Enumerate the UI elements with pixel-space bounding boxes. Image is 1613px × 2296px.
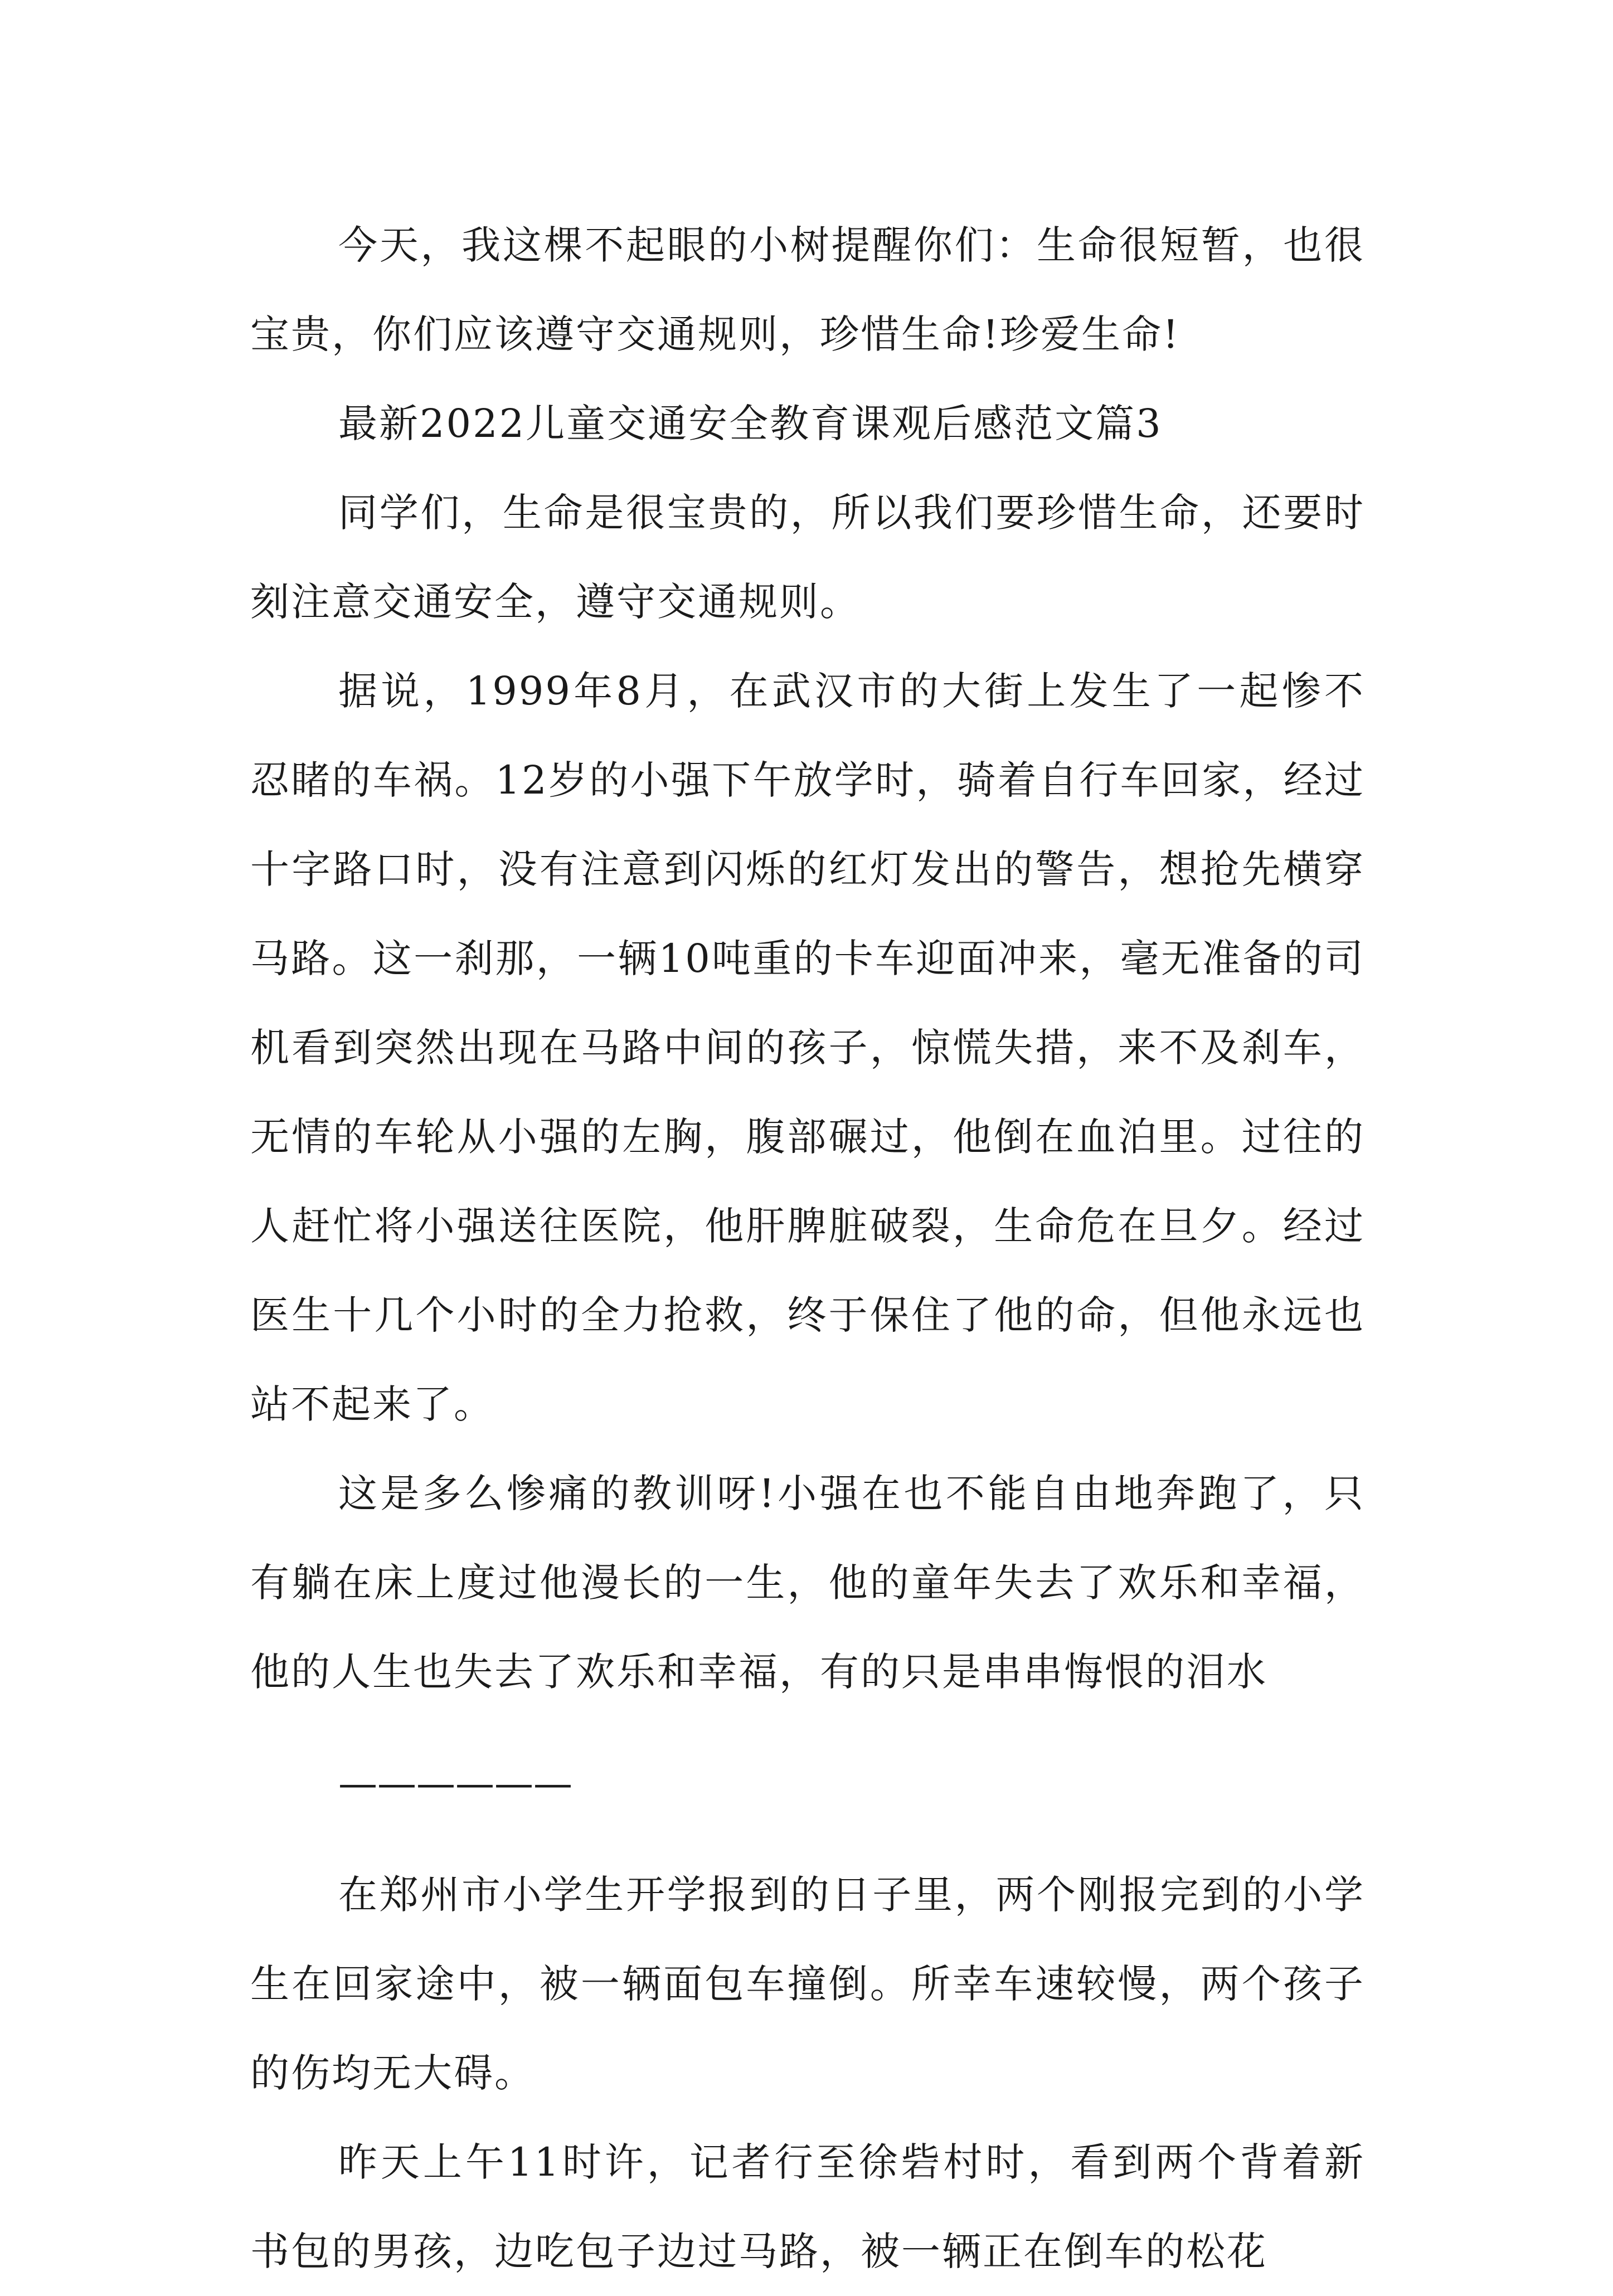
- paragraph-intro: 同学们，生命是很宝贵的，所以我们要珍惜生命，还要时刻注意交通安全，遵守交通规则。: [250, 490, 1365, 625]
- paragraph-accident-story: 据说，1999年8月，在武汉市的大街上发生了一起惨不忍睹的车祸。12岁的小强下午放学时，骑着自行车回家，经过十字路口时，没有注意到闪烁的红灯发出的警告，想抢先横穿马路。这一刹那，一辆10吨重的卡车迎面冲来，毫无准备的司机看到突然出现在马路中间的孩子，惊慌失措，来不及刹车，无情的车轮从小强的左胸，腹部碾过，他倒在血泊里。过往的人赶忙将小强送往医院，他肝脾脏破裂，生命危在旦夕。经过医生十几个小时的全力抢救，终于保住了他的命，但他永远也站不起来了。: [250, 668, 1365, 1427]
- section-heading: 最新2022儿童交通安全教育课观后感范文篇3: [338, 401, 1163, 446]
- paragraph-zhengzhou: 在郑州市小学生开学报到的日子里，两个刚报完到的小学生在回家途中，被一辆面包车撞倒。所幸车速较慢，两个孩子的伤均无大碍。: [250, 1872, 1365, 2096]
- paragraph-reminder: 今天，我这棵不起眼的小树提醒你们：生命很短暂，也很宝贵，你们应该遵守交通规则，珍惜生命!珍爱生命!: [250, 222, 1365, 357]
- paragraph-lesson: 这是多么惨痛的教训呀!小强在也不能自由地奔跑了，只有躺在床上度过他漫长的一生，他的童年失去了欢乐和幸福，他的人生也失去了欢乐和幸福，有的只是串串悔恨的泪水: [250, 1471, 1365, 1695]
- document-body: [250, 201, 1365, 2296]
- text-divider: ——————: [338, 1760, 572, 1806]
- paragraph-report: 昨天上午11时许，记者行至徐砦村时，看到两个背着新书包的男孩，边吃包子边过马路，被一辆正在倒车的松花: [250, 2139, 1365, 2274]
